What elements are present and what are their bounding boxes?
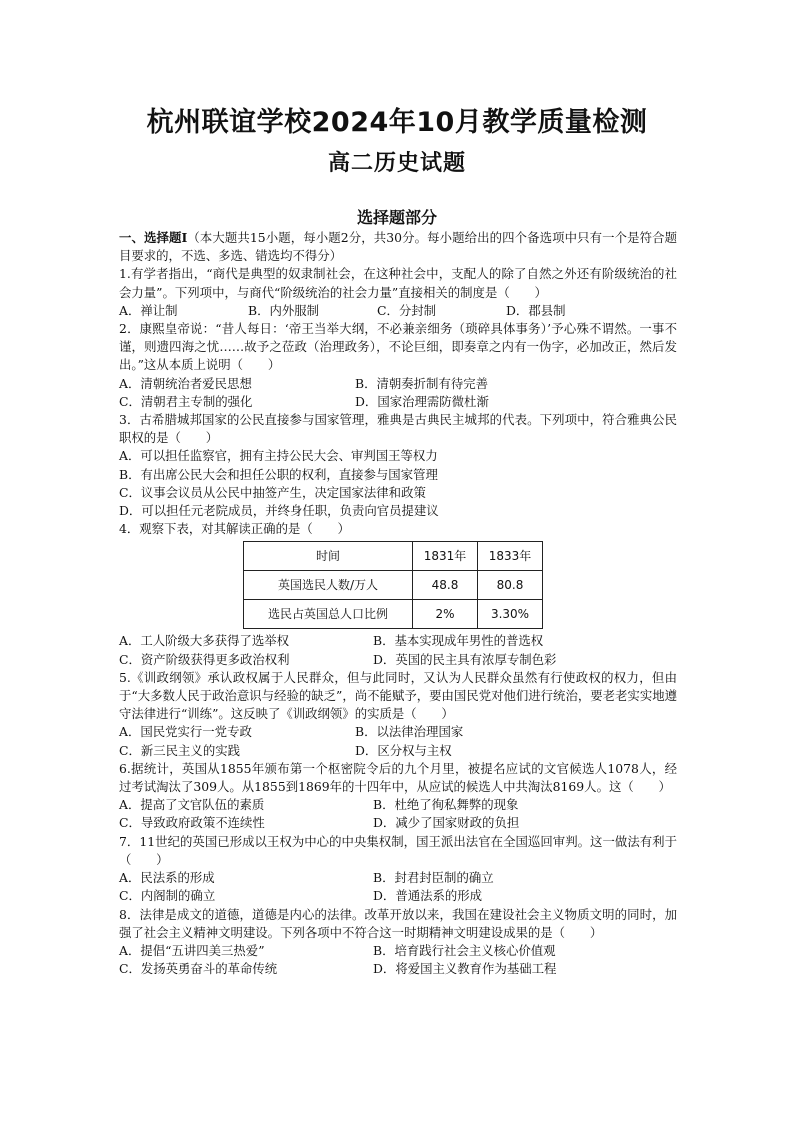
table-header-cell: 1831年 xyxy=(413,542,478,571)
option-c: C．新三民主义的实践 xyxy=(119,742,240,758)
question-1-stem: 1.有学者指出，“商代是典型的奴隶制社会，在这种社会中，支配人的除了自然之外还有阶级统治的社会力量”。下列项中，与商代“阶级统治的社会力量”直接相关的制度是（ ） xyxy=(119,266,677,300)
part-heading: 选择题部分 xyxy=(356,208,437,227)
voter-table xyxy=(243,541,543,629)
option-c: C．资产阶级获得更多政治权利 xyxy=(119,651,290,667)
table-cell: 48.8 xyxy=(413,571,478,600)
option-b: B．封君封臣制的确立 xyxy=(373,870,494,886)
option-d: D．减少了国家财政的负担 xyxy=(373,815,520,831)
section-text: （本大题共15小题，每小题2分，共30分。每小题给出的四个备选项中只有一个是符合题目要求的，不选、多选、错选均不得分） xyxy=(119,230,678,264)
option-d: D．可以担任元老院成员，并终身任职，负责向官员提建议 xyxy=(119,503,439,519)
option-c: C．清朝君主专制的强化 xyxy=(119,393,253,409)
question-5-stem: 5.《训政纲领》承认政权属于人民群众，但与此同时，又认为人民群众虽然有行使政权的权力，但由于“大多数人民于政治意识与经验的缺乏”，尚不能赋予，要由国民党对他们进行统治，要老老实实地遵守法律进行“训练”。这反映了《训政纲领》的实质是（ ） xyxy=(119,669,677,722)
option-c: C．导致政府政策不连续性 xyxy=(119,815,265,831)
option-a: A．提高了文官队伍的素质 xyxy=(119,797,265,813)
option-c: C．内阁制的确立 xyxy=(119,888,216,904)
option-a: A．禅让制 xyxy=(119,302,178,318)
option-c: C．分封制 xyxy=(377,302,437,318)
option-d: D．国家治理需防微杜渐 xyxy=(355,393,489,409)
table-header-cell: 1833年 xyxy=(478,542,543,571)
option-b: B．杜绝了徇私舞弊的现象 xyxy=(373,797,519,813)
option-a: A．工人阶级大多获得了选举权 xyxy=(119,633,290,649)
option-c: C．议事会议员从公民中抽签产生，决定国家法律和政策 xyxy=(119,484,426,500)
question-5-options xyxy=(119,723,677,759)
section-label: 一、选择题Ⅰ xyxy=(119,230,188,245)
table-header-cell: 时间 xyxy=(244,542,413,571)
option-d: D．英国的民主具有浓厚专制色彩 xyxy=(373,651,557,667)
question-4-stem: 4．观察下表，对其解读正确的是（ ） xyxy=(119,521,350,537)
exam-subtitle: 高二历史试题 xyxy=(327,151,466,176)
option-b: B．基本实现成年男性的普选权 xyxy=(373,633,544,649)
option-d: D．区分权与主权 xyxy=(355,742,452,758)
exam-title: 杭州联谊学校2024年10月教学质量检测 xyxy=(146,107,648,138)
question-2-stem: 2．康熙皇帝说：“昔人每日：‘帝王当举大纲，不必兼亲细务（琐碎具体事务）’予心殊不谓然。一事不谨，则遗四海之忧……故予之莅政（治理政务），不论巨细，即奏章之内有一伪字，必加改正，然后发出。”这从本质上说明（ ） xyxy=(119,321,677,373)
option-c: C．发扬英勇奋斗的革命传统 xyxy=(119,961,278,977)
question-8-stem: 8．法律是成文的道德，道德是内心的法律。改革开放以来，我国在建设社会主义物质文明的同时，加强了社会主义精神文明建设。下列各项中不符合这一时期精神文明建设成果的是（ ） xyxy=(119,906,677,940)
option-a: A．可以担任监察官，拥有主持公民大会、审判国王等权力 xyxy=(119,448,438,464)
option-b: B．清朝奏折制有待完善 xyxy=(355,375,489,391)
question-7-stem: 7．11世纪的英国已形成以王权为中心的中央集权制，国王派出法官在全国巡回审判。这一做法有利于（ ） xyxy=(119,833,677,867)
question-area xyxy=(119,229,677,978)
table-cell: 英国选民人数/万人 xyxy=(244,571,413,600)
question-1-options xyxy=(119,302,677,320)
table-cell: 选民占英国总人口比例 xyxy=(244,600,413,629)
question-6-options xyxy=(119,796,677,832)
question-2-options xyxy=(119,375,677,411)
option-b: B．有出席公民大会和担任公职的权利，直接参与国家管理 xyxy=(119,466,438,482)
question-7-options xyxy=(119,869,677,905)
question-3-stem: 3．古希腊城邦国家的公民直接参与国家管理，雅典是古典民主城邦的代表。下列项中，符合雅典公民职权的是（ ） xyxy=(119,412,677,446)
option-a: A．提倡“五讲四美三热爱” xyxy=(119,942,265,958)
table-cell: 2% xyxy=(413,600,478,629)
table-row xyxy=(244,571,543,600)
question-4-options xyxy=(119,632,677,668)
option-a: A．清朝统治者爱民思想 xyxy=(119,375,252,391)
option-b: B．以法律治理国家 xyxy=(355,724,464,740)
option-a: A．国民党实行一党专政 xyxy=(119,724,252,740)
option-d: D．郡县制 xyxy=(506,302,566,318)
option-b: B．培育践行社会主义核心价值观 xyxy=(373,942,556,958)
table-header-row xyxy=(244,542,543,571)
table-cell: 3.30% xyxy=(478,600,543,629)
table-cell: 80.8 xyxy=(478,571,543,600)
question-6-stem: 6.据统计，英国从1855年颁布第一个枢密院令后的九个月里，被提名应试的文官候选人1078人，经过考试淘汰了309人。从1855到1869年的十四年中，从应试的候选人中共淘汰8169人。这（ ） xyxy=(119,760,677,795)
question-3-options xyxy=(119,447,677,520)
option-d: D．普通法系的形成 xyxy=(373,888,483,904)
question-8-options xyxy=(119,942,677,978)
option-d: D．将爱国主义教育作为基础工程 xyxy=(373,961,557,977)
table-row xyxy=(244,600,543,629)
option-b: B．内外服制 xyxy=(248,302,320,318)
option-a: A．民法系的形成 xyxy=(119,870,215,886)
section-instructions xyxy=(119,229,677,265)
